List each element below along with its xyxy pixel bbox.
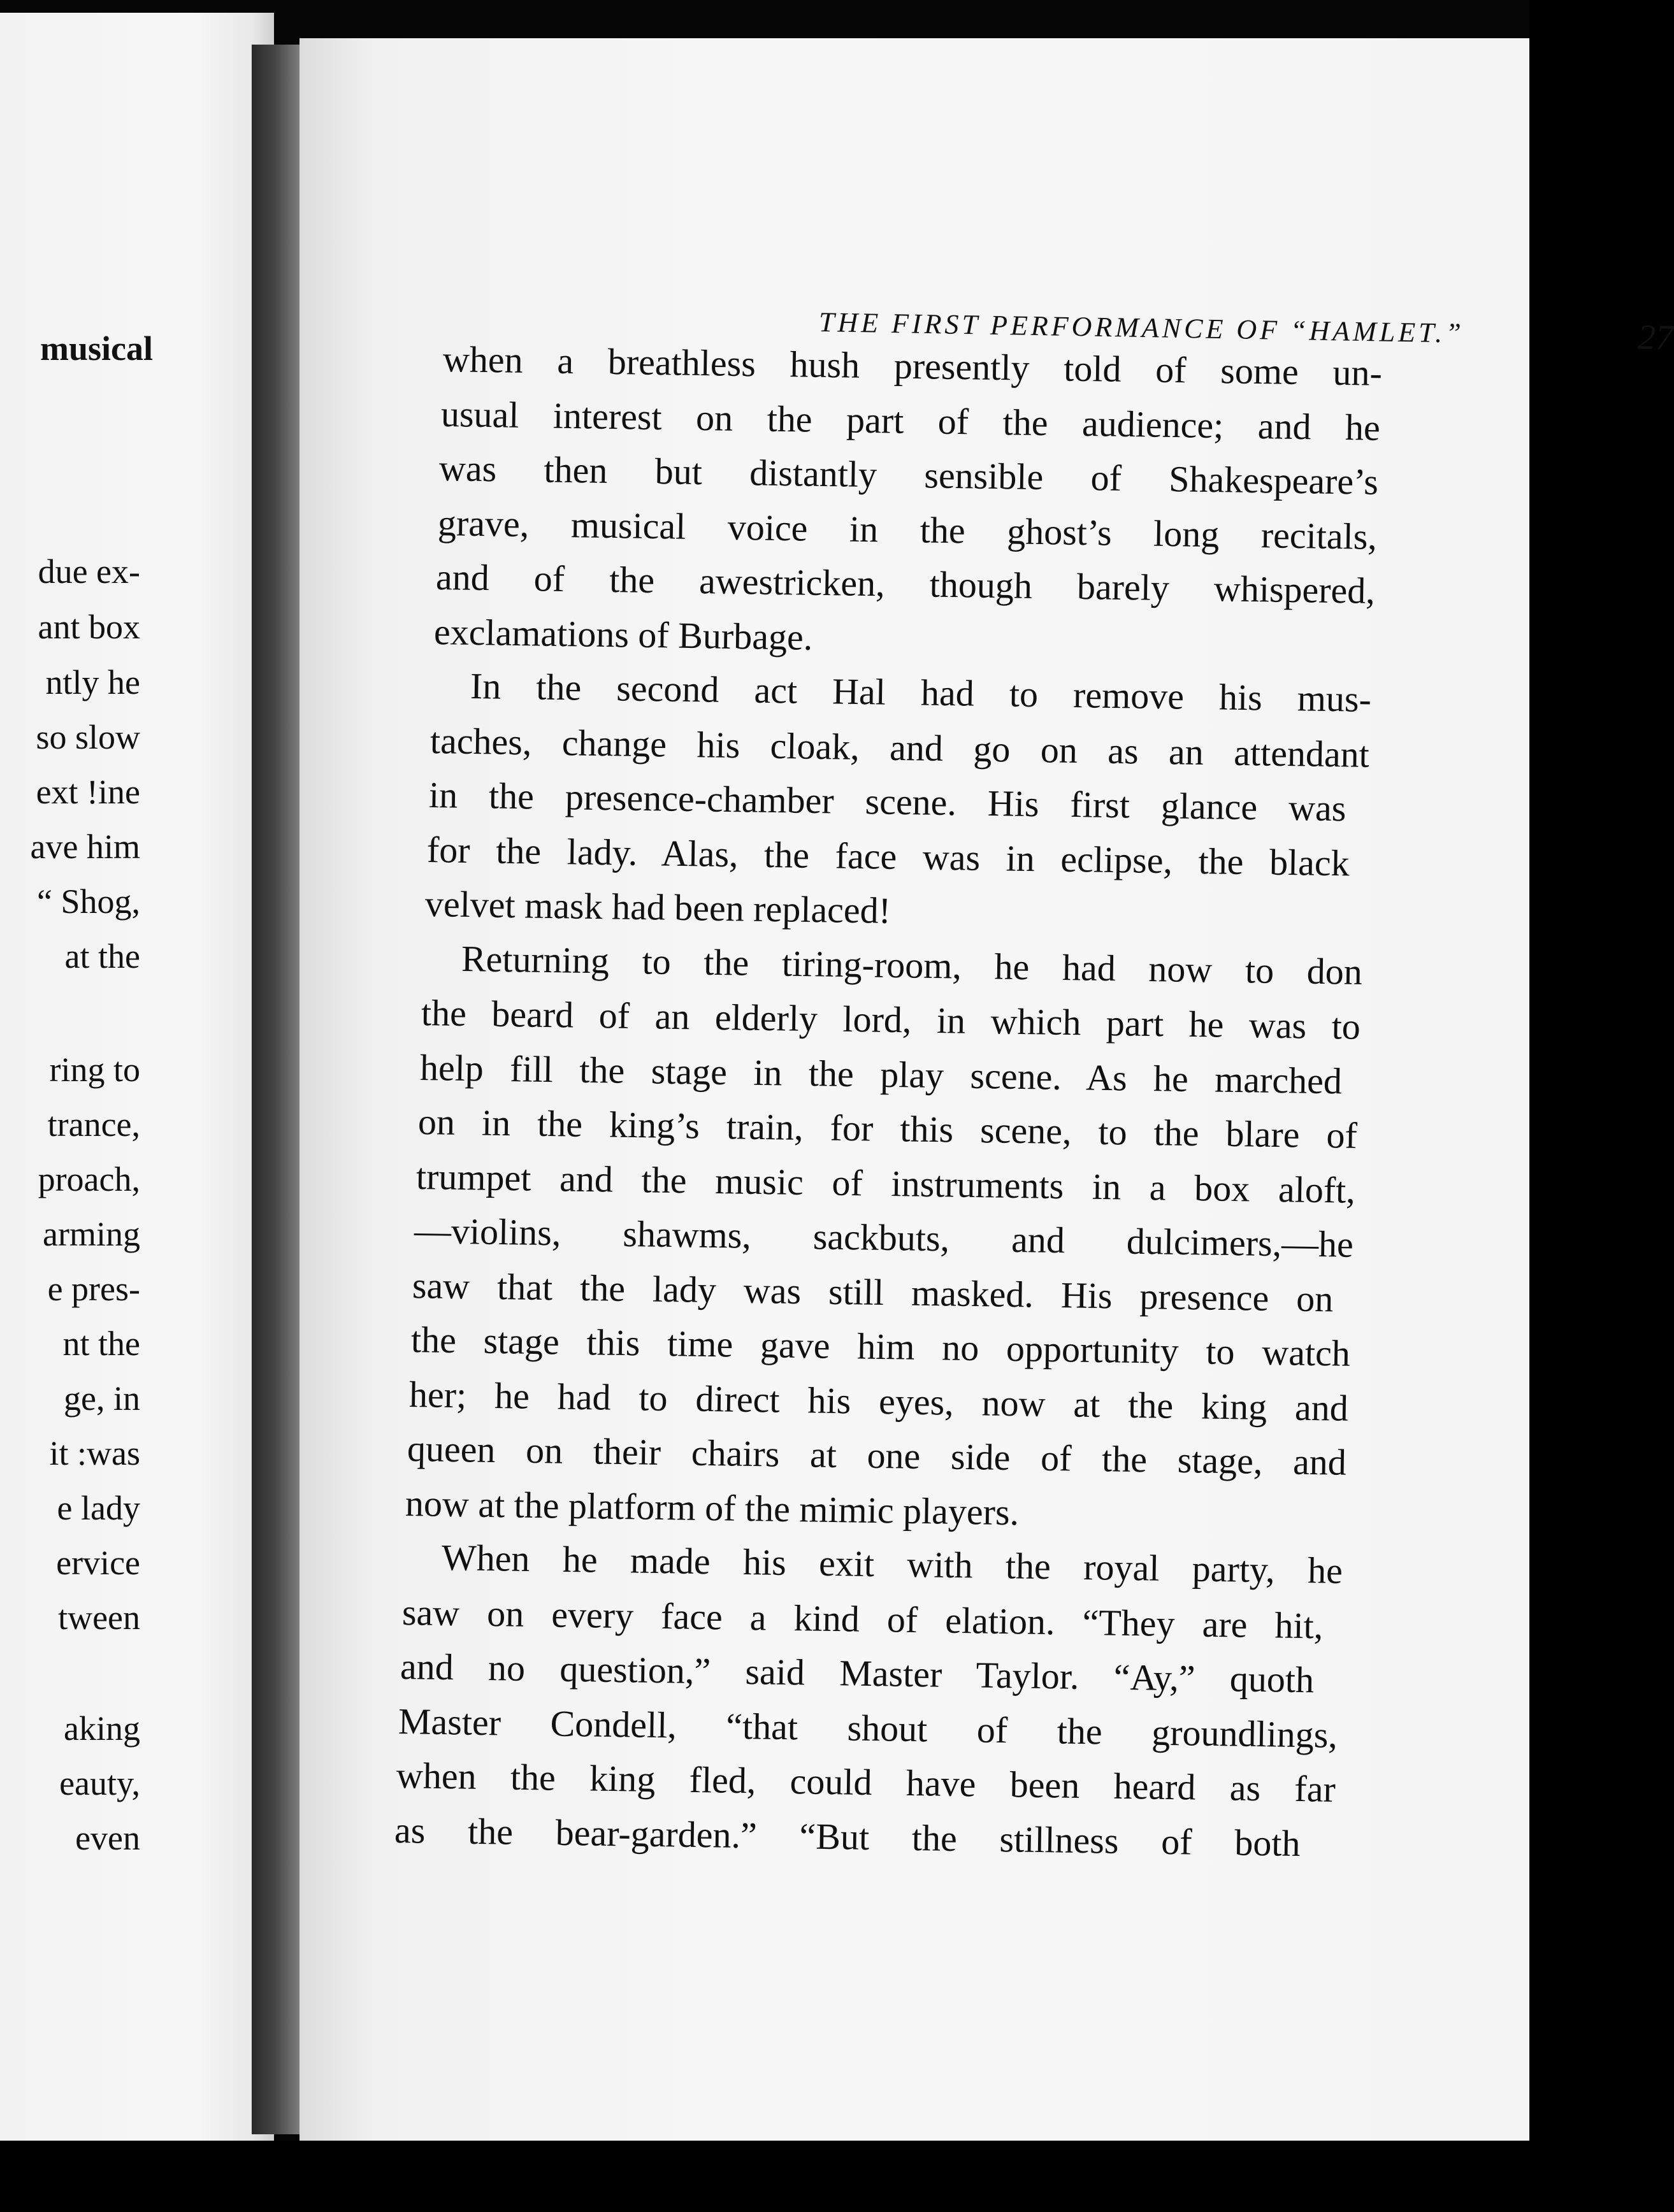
left-line: e pres- [47, 1270, 140, 1308]
paragraph-first-line: In the second act Hal had to remove his mus- [470, 665, 1372, 720]
text-line: Master Condell, “that shout of the groundlings, [398, 1700, 1338, 1756]
left-line: trance, [47, 1105, 140, 1144]
text-line: help fill the stage in the play scene. As he marched [419, 1046, 1342, 1102]
text-line: now at the platform of the mimic players. [405, 1482, 1020, 1533]
text-line: her; he had to direct his eyes, now at the king and [408, 1373, 1349, 1429]
left-line: nt the [62, 1325, 140, 1363]
left-line: ant box [38, 608, 140, 646]
left-line: ave him [30, 828, 140, 866]
text-line: the stage this time gave him no opportunity to watch [410, 1319, 1350, 1374]
text-line: the beard of an elderly lord, in which part he was to [421, 992, 1361, 1047]
left-line: ntly he [45, 663, 140, 701]
left-line: tween [58, 1598, 140, 1637]
text-line: exclamations of Burbage. [433, 610, 813, 658]
right-page [299, 38, 1674, 2153]
left-line: aking [64, 1709, 140, 1748]
text-line: —violins, shawms, sackbuts, and dulcimers,—he [414, 1210, 1354, 1265]
paragraph-first-line: Returning to the tiring-room, he had now to don [461, 937, 1363, 993]
text-line: in the presence-chamber scene. His first glance was [428, 774, 1346, 830]
left-line: eauty, [59, 1764, 140, 1802]
left-line: ervice [56, 1544, 140, 1582]
text-line: saw on every face a kind of elation. “They are hit, [401, 1591, 1324, 1646]
text-line: and no question,” said Master Taylor. “Ay,” quoth [400, 1646, 1315, 1701]
left-line: it :was [49, 1434, 140, 1472]
left-line: ge, in [64, 1379, 140, 1418]
left-line: due ex- [38, 552, 140, 591]
text-line: trumpet and the music of instruments in a box aloft, [415, 1155, 1356, 1211]
left-line: arming [43, 1215, 140, 1253]
left-line: e lady [57, 1489, 140, 1527]
text-line: on in the king’s train, for this scene, to the blare of [417, 1101, 1358, 1156]
left-line: so slow [36, 718, 140, 756]
text-line: queen on their chairs at one side of the stage, and [407, 1428, 1347, 1483]
left-line: ring to [49, 1051, 140, 1089]
text-line: and of the awestricken, though barely whispered, [435, 556, 1376, 612]
scan-bottom-edge [0, 2141, 1529, 2212]
text-line: when the king fled, could have been heard as far [396, 1755, 1336, 1810]
left-page [0, 13, 274, 2141]
text-line: as the bear-garden.” “But the stillness of both [394, 1809, 1301, 1864]
left-line: “ Shog, [37, 882, 140, 921]
left-line: proach, [38, 1160, 140, 1198]
text-line: grave, musical voice in the ghost’s long recitals, [437, 501, 1377, 557]
text-line: taches, change his cloak, and go on as an attendant [429, 719, 1370, 775]
left-line: ext !ine [36, 773, 140, 811]
text-line: when a breathless hush presently told of some un- [442, 338, 1383, 394]
text-line: usual interest on the part of the audience; and he [440, 392, 1381, 449]
text-line: for the lady. Alas, the face was in eclipse, the black [426, 828, 1350, 884]
page-number: 27 [1637, 317, 1674, 358]
text-line: saw that the lady was still masked. His presence on [412, 1264, 1334, 1319]
running-header: THE FIRST PERFORMANCE OF “HAMLET.” [818, 306, 1465, 349]
left-line: musical [40, 329, 153, 368]
paragraph-first-line: When he made his exit with the royal party, he [441, 1537, 1343, 1591]
text-line: velvet mask had been replaced! [424, 883, 891, 931]
text-line: was then but distantly sensible of Shakespeare’s [438, 447, 1379, 503]
left-line: even [75, 1819, 140, 1857]
left-line: at the [64, 937, 140, 975]
